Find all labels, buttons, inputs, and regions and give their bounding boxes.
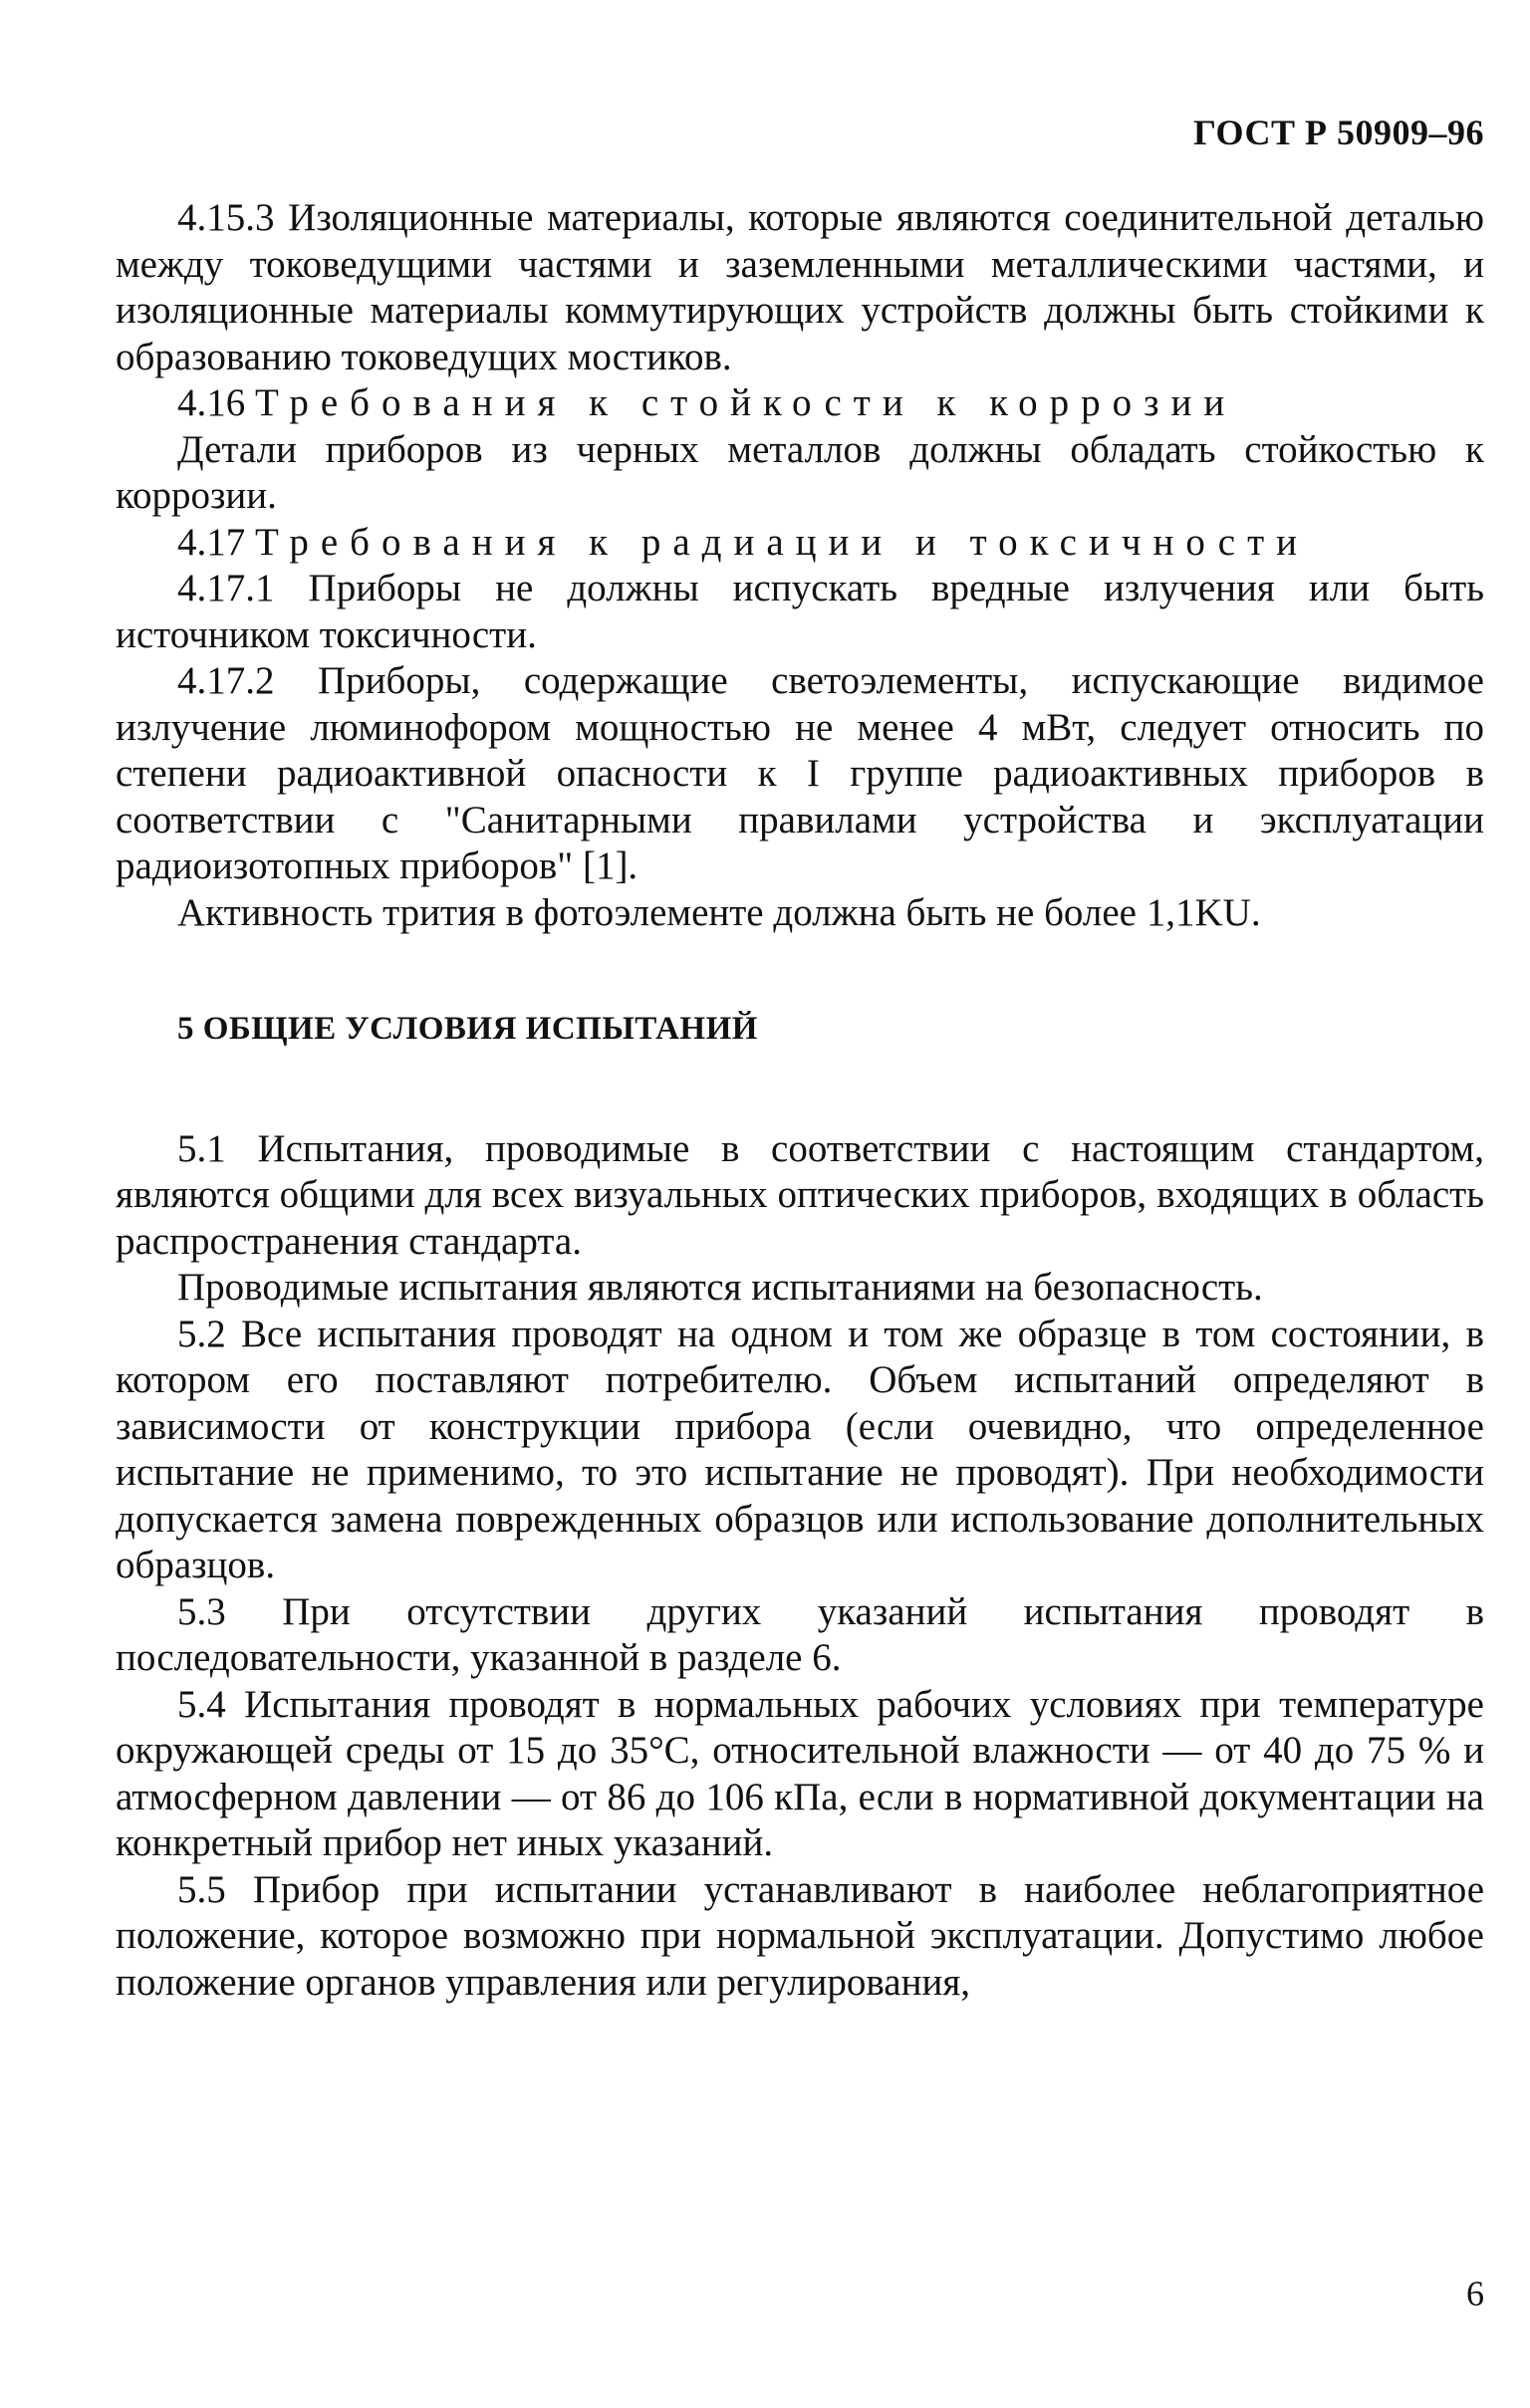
paragraph-5-3: 5.3 При отсутствии других указаний испытания проводят в последовательности, указанной в разделе 6.	[116, 1589, 1484, 1679]
subsection-title-text: Требования к радиации и токсичности	[255, 520, 1310, 564]
page-body	[116, 195, 1484, 2006]
paragraph-5-1-note: Проводимые испытания являются испытаниями на безопасность.	[177, 1266, 1263, 1309]
paragraph-4-17-2-activity: Активность трития в фотоэлементе должна быть не более 1,1KU.	[177, 890, 1261, 934]
subsection-number: 4.17	[177, 520, 246, 564]
page-number: 6	[1466, 2274, 1484, 2313]
paragraph-4-17-1: 4.17.1 Приборы не должны испускать вредные излучения или быть источником токсичности.	[116, 567, 1484, 656]
document-header: ГОСТ Р 50909–96	[1193, 113, 1484, 152]
subsection-title-4-16	[116, 380, 1484, 427]
section-heading-5: 5 ОБЩИЕ УСЛОВИЯ ИСПЫТАНИЙ	[177, 1011, 758, 1047]
subsection-title-4-17	[116, 520, 1484, 567]
paragraph-5-2: 5.2 Все испытания проводят на одном и том же образце в том состоянии, в котором его поставляют потребителю. Объем испытаний определяют в зависимости от конструкции прибора (если очевидно, что определенное испытание не применимо, то это испытание не проводят). При необходимости допускается замена поврежденных образцов или использование дополнительных образцов.	[116, 1312, 1484, 1586]
subsection-number: 4.16	[177, 381, 246, 424]
subsection-title-text: Требования к стойкости к коррозии	[255, 381, 1237, 424]
paragraph-5-1: 5.1 Испытания, проводимые в соответствии с настоящим стандартом, являются общими для всех визуальных оптических приборов, входящих в область распространения стандарта.	[116, 1126, 1484, 1263]
paragraph-5-5: 5.5 Прибор при испытании устанавливают в наиболее неблагоприятное положение, которое возможно при нормальной эксплуатации. Допустимо любое положение органов управления или регулирования,	[116, 1867, 1484, 2004]
paragraph-4-15-3: 4.15.3 Изоляционные материалы, которые являются соединительной деталью между токоведущими частями и заземленными металлическими частями, и изоляционные материалы коммутирующих устройств должны быть стойкими к образованию токоведущих мостиков.	[116, 196, 1484, 378]
paragraph-4-17-2: 4.17.2 Приборы, содержащие светоэлементы, испускающие видимое излучение люминофором мощностью не менее 4 мВт, следует относить по степени радиоактивной опасности к I группе радиоактивных приборов в соответствии с "Санитарными правилами устройства и эксплуатации радиоизотопных приборов" [1].	[116, 659, 1484, 887]
paragraph-5-4: 5.4 Испытания проводят в нормальных рабочих условиях при температуре окружающей среды от 15 до 35°С, относительной влажности — от 40 до 75 % и атмосферном давлении — от 86 до 106 кПа, если в нормативной документации на конкретный прибор нет иных указаний.	[116, 1682, 1484, 1864]
paragraph-4-16: Детали приборов из черных металлов должны обладать стойкостью к коррозии.	[116, 427, 1484, 517]
